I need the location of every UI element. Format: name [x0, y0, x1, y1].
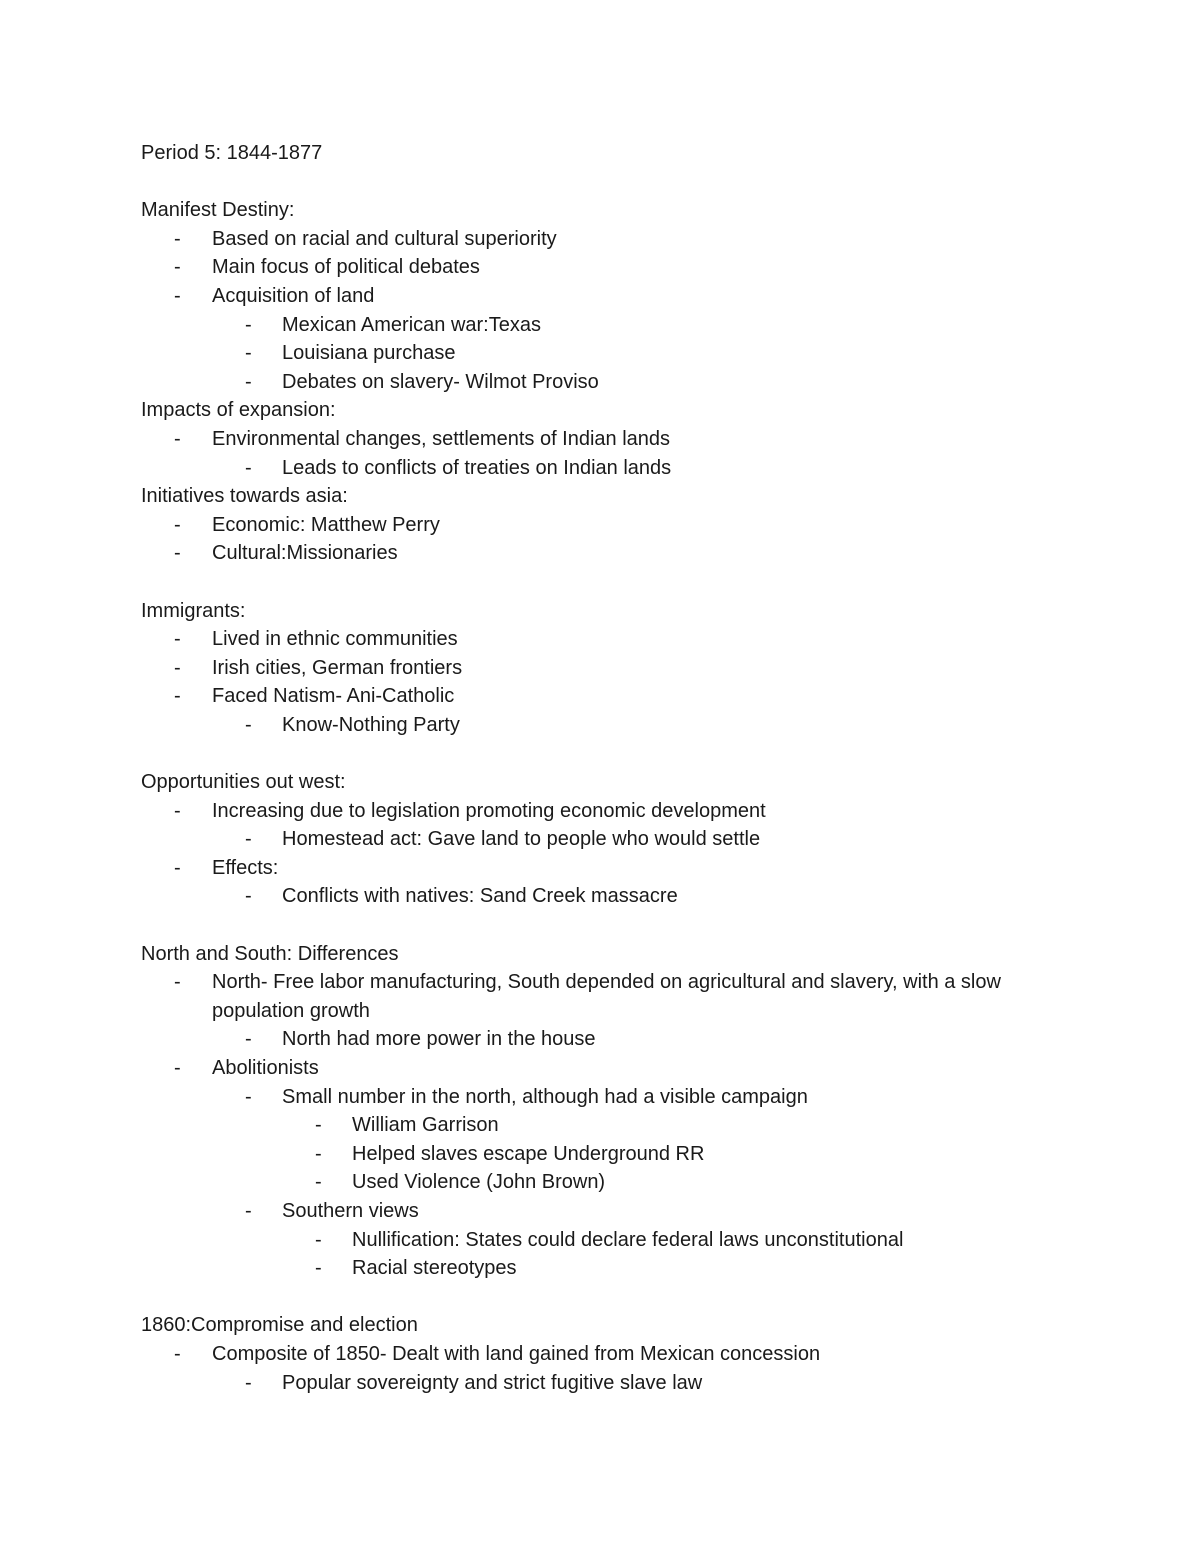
list-item-text: Based on racial and cultural superiority	[212, 227, 557, 250]
bullet-dash: -	[245, 313, 252, 336]
blank-line	[141, 739, 1041, 768]
bullet-dash: -	[174, 542, 181, 565]
blank-line	[141, 911, 1041, 940]
bullet-dash: -	[315, 1142, 322, 1165]
notes-content	[141, 139, 1041, 1397]
list-item-text: Small number in the north, although had a visible campaign	[282, 1085, 808, 1108]
list-item-text: Abolitionists	[212, 1057, 319, 1079]
bullet-dash: -	[174, 971, 181, 994]
list-item	[141, 1254, 1041, 1283]
list-item	[141, 968, 1041, 1025]
list-item-text: Composite of 1850- Dealt with land gained from Mexican concession	[212, 1342, 821, 1365]
bullet-dash: -	[174, 685, 181, 708]
bullet-dash: -	[174, 256, 181, 279]
bullet-dash: -	[174, 799, 181, 822]
list-item	[141, 797, 1041, 826]
list-item	[141, 539, 1041, 568]
list-item	[141, 654, 1041, 683]
list-item-text: Debates on slavery- Wilmot Proviso	[282, 370, 599, 393]
bullet-dash: -	[315, 1171, 322, 1194]
list-item-text: William Garrison	[352, 1114, 499, 1137]
list-item-text: Racial stereotypes	[352, 1257, 517, 1280]
list-item	[141, 1054, 1041, 1083]
list-item-text: Homestead act: Gave land to people who would settle	[282, 828, 761, 851]
bullet-dash: -	[315, 1114, 322, 1137]
document-title: Period 5: 1844-1877	[141, 142, 323, 164]
list-item-text: Leads to conflicts of treaties on Indian lands	[282, 456, 672, 479]
list-item-text: Mexican American war:Texas	[282, 313, 541, 336]
list-item	[141, 1168, 1041, 1197]
bullet-dash: -	[174, 856, 181, 879]
section-heading: Immigrants:	[141, 599, 246, 622]
bullet-dash: -	[174, 656, 181, 679]
list-item-text: North- Free labor manufacturing, South depended on agricultural and slavery, with a slow population growth	[212, 971, 1001, 1022]
bullet-dash: -	[174, 513, 181, 536]
list-item-text: Southern views	[282, 1199, 419, 1222]
section-heading: 1860:Compromise and election	[141, 1314, 418, 1337]
blank-line	[141, 168, 1041, 197]
bullet-dash: -	[245, 828, 252, 851]
list-item-text: Main focus of political debates	[212, 256, 480, 279]
list-item	[141, 1197, 1041, 1226]
list-item-text: Know-Nothing Party	[282, 713, 460, 736]
list-item	[141, 454, 1041, 483]
bullet-dash: -	[174, 284, 181, 307]
list-item-text: Conflicts with natives: Sand Creek massacre	[282, 885, 678, 908]
list-item	[141, 425, 1041, 454]
list-item-text: North had more power in the house	[282, 1028, 596, 1051]
list-item	[141, 1369, 1041, 1398]
list-item	[141, 825, 1041, 854]
list-item	[141, 253, 1041, 282]
list-item-text: Louisiana purchase	[282, 342, 456, 365]
bullet-dash: -	[245, 885, 252, 908]
list-item	[141, 1025, 1041, 1054]
list-item	[141, 854, 1041, 883]
list-item-text: Acquisition of land	[212, 284, 375, 307]
bullet-dash: -	[174, 427, 181, 450]
bullet-dash: -	[245, 456, 252, 479]
list-item	[141, 625, 1041, 654]
bullet-dash: -	[174, 1057, 181, 1079]
section-heading: Opportunities out west:	[141, 771, 346, 794]
bullet-dash: -	[245, 1085, 252, 1108]
list-item	[141, 1140, 1041, 1169]
bullet-dash: -	[245, 1199, 252, 1222]
section-heading: Impacts of expansion:	[141, 399, 336, 422]
bullet-dash: -	[245, 342, 252, 365]
list-item-text: Environmental changes, settlements of Indian lands	[212, 427, 671, 450]
list-item-text: Economic: Matthew Perry	[212, 513, 440, 536]
list-item	[141, 682, 1041, 711]
list-item	[141, 511, 1041, 540]
list-item-text: Nullification: States could declare federal laws unconstitutional	[352, 1228, 904, 1251]
bullet-dash: -	[245, 713, 252, 736]
list-item	[141, 282, 1041, 311]
list-item-text: Popular sovereignty and strict fugitive slave law	[282, 1371, 703, 1394]
list-item-text: Used Violence (John Brown)	[352, 1171, 606, 1194]
list-item-text: Faced Natism- Ani-Catholic	[212, 685, 455, 708]
bullet-dash: -	[315, 1257, 322, 1280]
blank-line	[141, 1283, 1041, 1312]
section-heading: North and South: Differences	[141, 942, 399, 965]
blank-line	[141, 568, 1041, 597]
list-item-text: Helped slaves escape Underground RR	[352, 1142, 705, 1165]
list-item	[141, 339, 1041, 368]
bullet-dash: -	[174, 1342, 181, 1365]
section-heading: Manifest Destiny:	[141, 199, 295, 222]
list-item	[141, 1226, 1041, 1255]
list-item	[141, 1083, 1041, 1112]
list-item	[141, 882, 1041, 911]
list-item	[141, 368, 1041, 397]
list-item-text: Cultural:Missionaries	[212, 542, 398, 565]
section-heading: Initiatives towards asia:	[141, 485, 348, 508]
list-item-text: Lived in ethnic communities	[212, 628, 458, 651]
list-item	[141, 1340, 1041, 1369]
bullet-dash: -	[315, 1228, 322, 1251]
list-item-text: Increasing due to legislation promoting economic development	[212, 799, 766, 822]
bullet-dash: -	[245, 370, 252, 393]
list-item	[141, 225, 1041, 254]
bullet-dash: -	[245, 1371, 252, 1394]
list-item-text: Effects:	[212, 856, 279, 879]
bullet-dash: -	[245, 1028, 252, 1051]
bullet-dash: -	[174, 628, 181, 651]
list-item	[141, 1111, 1041, 1140]
list-item-text: Irish cities, German frontiers	[212, 656, 463, 679]
list-item	[141, 311, 1041, 340]
list-item	[141, 711, 1041, 740]
bullet-dash: -	[174, 227, 181, 250]
